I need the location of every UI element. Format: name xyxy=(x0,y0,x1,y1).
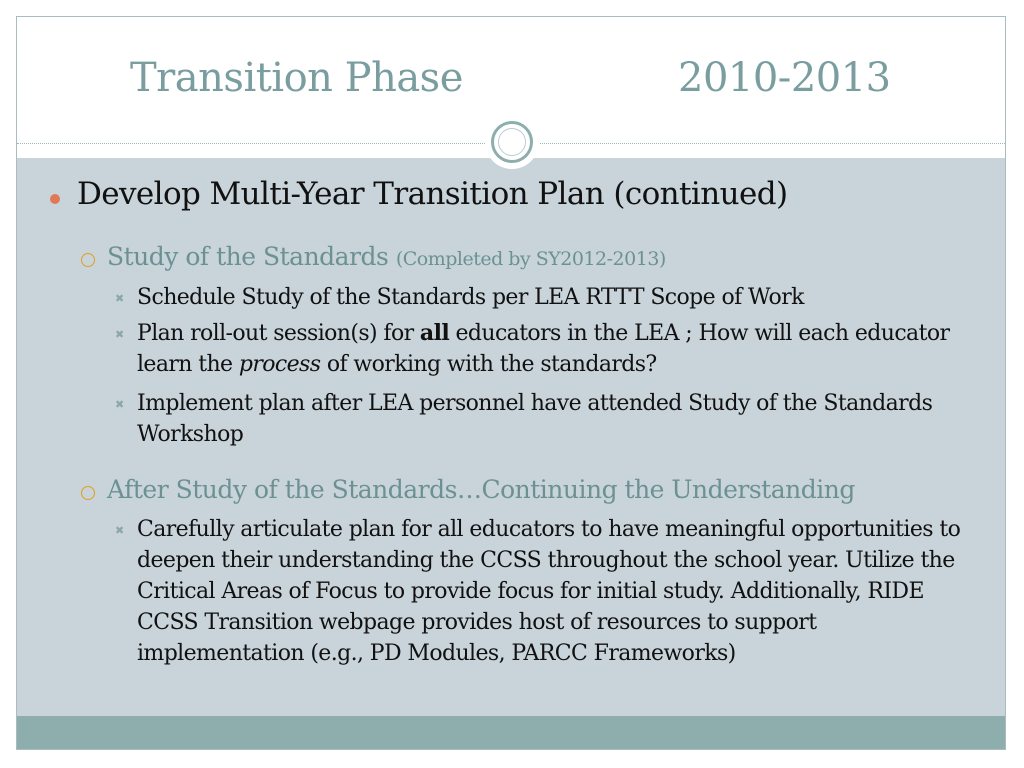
list-item: Schedule Study of the Standards per LEA RTTT Scope of Work xyxy=(137,285,804,310)
x-bullet-icon: ✖ xyxy=(115,524,125,537)
list-item: Implement plan after LEA personnel have attended Study of the Standards Workshop xyxy=(137,391,933,447)
slide xyxy=(16,16,1006,750)
x-bullet-icon: ✖ xyxy=(115,328,125,341)
list-item xyxy=(137,318,987,380)
hollow-circle-bullet-icon xyxy=(81,253,95,267)
list-item-text: of working with the standards? xyxy=(320,352,657,377)
section-heading-note: (Completed by SY2012-2013) xyxy=(395,248,666,270)
section-heading: After Study of the Standards…Continuing the Understanding xyxy=(107,475,855,504)
x-bullet-icon: ✖ xyxy=(115,398,125,411)
list-item-italic: process xyxy=(238,352,321,377)
x-bullet-icon: ✖ xyxy=(115,292,125,305)
list-item-text: educators in the LEA ; How will each educator learn the xyxy=(137,321,950,377)
slide-content xyxy=(17,17,1005,749)
list-item-bold: all xyxy=(419,320,450,346)
list-item: Carefully articulate plan for all educators to have meaningful opportunities to deepen their understanding the CCSS throughout the school year. Utilize the Critical Areas of Focus to provide focus for initial study. Additionally, RIDE CCSS Transition webpage provides host of resources to support implementation (e.g., PD Modules, PARCC Frameworks) xyxy=(137,517,961,666)
list-item-text: Plan roll-out session(s) for xyxy=(137,321,420,346)
section-heading xyxy=(107,242,666,271)
hollow-circle-bullet-icon xyxy=(81,486,95,500)
title-text: Transition Phase xyxy=(130,55,463,101)
filled-circle-bullet-icon xyxy=(50,194,60,204)
main-bullet: Develop Multi-Year Transition Plan (continued) xyxy=(77,176,788,212)
section-heading-text: Study of the Standards xyxy=(107,242,389,271)
title-years: 2010-2013 xyxy=(678,55,891,101)
